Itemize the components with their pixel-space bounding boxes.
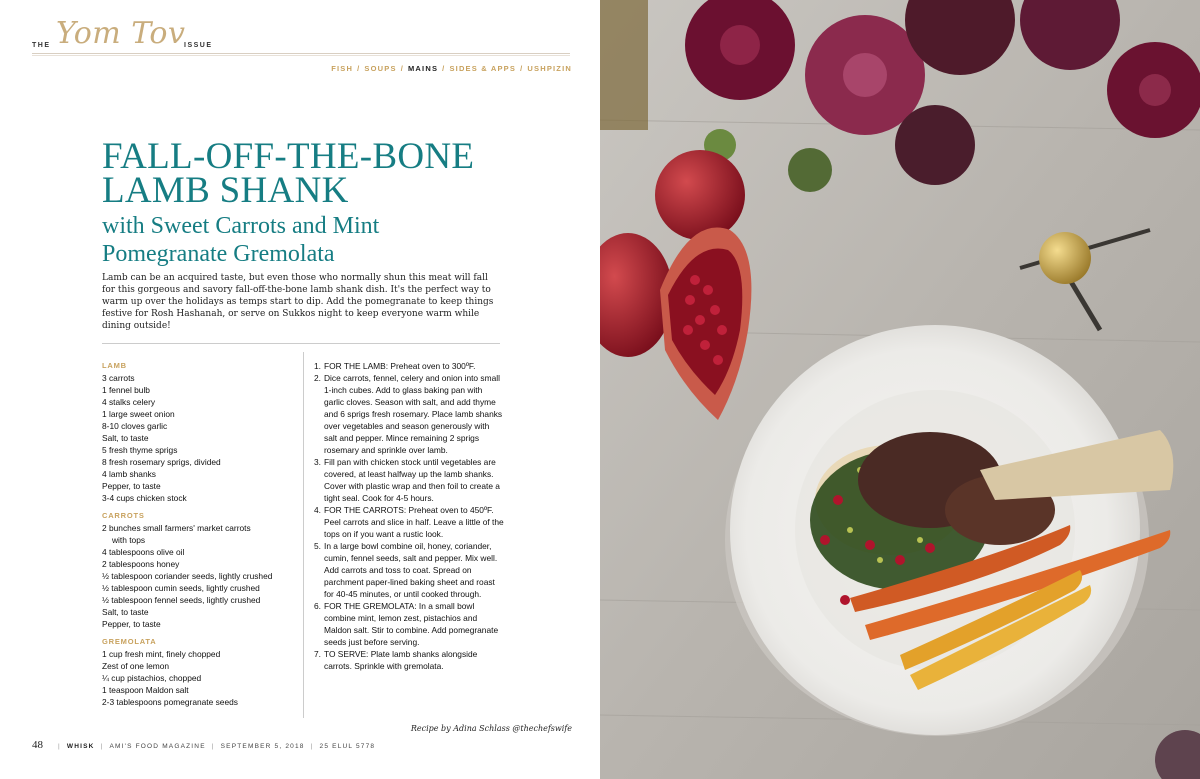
issue-the: THE [32,42,51,49]
ingredient-item: Zest of one lemon [102,661,170,671]
header-rule-secondary [32,55,570,56]
ingredient-item: 1 cup fresh mint, finely chopped [102,649,221,659]
ingredient-item: Pepper, to taste [102,619,161,629]
step-number: 2. [314,373,321,383]
ingredient-group-heading: GREMOLATA [102,637,157,646]
brass-holder [600,0,648,130]
step-number: 7. [314,649,321,659]
nav-item-soups[interactable]: SOUPS [364,64,397,73]
ingredient-item: with tops [112,535,146,545]
recipe-subtitle-line1: with Sweet Carrots and Mint [102,213,380,239]
step-number: 6. [314,601,321,611]
ingredient-item: 8 fresh rosemary sprigs, divided [102,457,221,467]
ingredient-item: 4 stalks celery [102,397,156,407]
ingredient-group [102,510,297,630]
ingredient-item: 3-4 cups chicken stock [102,493,187,503]
footer-item: WHISK [66,743,95,750]
recipe-title [102,136,475,211]
section-divider [102,343,500,344]
ingredient-item: Salt, to taste [102,433,149,443]
step-number: 5. [314,541,321,551]
ingredient-group [102,360,297,504]
recipe-subtitle-line2: Pomegranate Gremolata [102,241,335,267]
instruction-step [314,456,504,504]
ingredient-item: ½ tablespoon coriander seeds, lightly crushed [102,571,273,581]
nav-item-ushpizin[interactable]: USHPIZIN [527,64,572,73]
instruction-step [314,372,504,456]
issue-wordmark [32,14,572,54]
recipe-credit: Recipe by Adina Schlass @thechefswife [410,724,572,733]
pomegranate-whole [655,150,745,240]
ingredient-item: ½ tablespoon cumin seeds, lightly crushed [102,583,260,593]
ingredient-item: ½ tablespoon fennel seeds, lightly crushed [102,595,261,605]
instruction-step [314,504,504,540]
ingredients-column [102,360,297,714]
step-text: FOR THE GREMOLATA: In a small bowl combine mint, lemon zest, pistachios and Maldon salt. Stir to combine. Add pomegranate seeds just before serving. [324,601,499,647]
ingredient-item: 8-10 cloves garlic [102,421,168,431]
ingredient-item: 1 teaspoon Maldon salt [102,685,189,695]
ingredient-item: 2 tablespoons honey [102,559,180,569]
recipe-intro: Lamb can be an acquired taste, but even those who normally shun this meat will fall for this gorgeous and savory fall-off-the-bone lamb shank dish. It's the perfect way to warm up over the holidays as temps start to dip. Add the pomegranate to keep things festive for Rosh Hashanah, or serve on Sukkos night to keep everyone warm while dining outside! [102,273,494,331]
ingredient-item: 2-3 tablespoons pomegranate seeds [102,697,238,707]
step-text: In a large bowl combine oil, honey, coriander, cumin, fennel seeds, salt and pepper. Mix well. Add carrots and toss to coat. Spread on parchment paper-lined baking sheet and roast for 40-45 minutes, or until cooked through. [324,541,498,599]
ingredient-item: 4 tablespoons olive oil [102,547,185,557]
nav-separator: / [520,64,524,73]
page-footer [32,739,375,751]
ingredient-group [102,636,297,708]
nav-item-mains[interactable]: MAINS [407,64,439,73]
recipe-title-line1: FALL-OFF-THE-BONE [102,136,475,177]
ingredient-item: ¼ cup pistachios, chopped [102,673,202,683]
footer-separator: | [211,743,215,750]
ingredient-item: 2 bunches small farmers' market carrots [102,523,251,533]
footer-item: 25 ELUL 5778 [319,743,376,750]
footer-separator: | [310,743,314,750]
step-number: 4. [314,505,321,515]
ingredient-item: 1 large sweet onion [102,409,175,419]
step-number: 1. [314,361,321,371]
instruction-step [314,648,504,672]
footer-item: AMI'S FOOD MAGAZINE [109,743,206,750]
instruction-step [314,540,504,600]
column-divider [303,352,304,718]
step-text: Fill pan with chicken stock until vegetables are covered, at least halfway up the lamb shanks. Cover with plastic wrap and then foil to create a tight seal. Cook for 4-5 hours. [324,457,500,503]
instruction-step [314,600,504,648]
footer-separator: | [58,743,61,750]
nav-item-sides-apps[interactable]: SIDES & APPS [449,64,517,73]
page-number: 48 [32,739,43,751]
step-text: TO SERVE: Plate lamb shanks alongside carrots. Sprinkle with gremolata. [324,649,478,671]
nav-separator: / [357,64,361,73]
ingredient-item: 5 fresh thyme sprigs [102,445,178,455]
ingredient-item: Salt, to taste [102,607,149,617]
step-text: Dice carrots, fennel, celery and onion into small 1-inch cubes. Add to glass baking pan with garlic cloves. Season with salt, and add thyme and 6 sprigs fresh rosemary. Place lamb shanks over vegetables and season generously with salt and pepper. Mince remaining 2 sprigs rosemary and sprinkle over lamb. [324,373,503,455]
section-nav [331,64,572,73]
header-rule [32,53,570,54]
nav-separator: / [442,64,446,73]
footer-item: SEPTEMBER 5, 2018 [220,743,305,750]
recipe-subtitle [102,212,462,268]
footer-separator: | [100,743,104,750]
ingredient-item: 4 lamb shanks [102,469,156,479]
ingredient-item: 3 carrots [102,373,135,383]
ingredient-item: 1 fennel bulb [102,385,150,395]
ingredient-group-heading: LAMB [102,361,127,370]
step-text: FOR THE CARROTS: Preheat oven to 450ºF. Peel carrots and slice in half. Leave a little of the tops on if you want a rustic look. [324,505,504,539]
ingredient-item: Pepper, to taste [102,481,161,491]
step-text: FOR THE LAMB: Preheat oven to 300ºF. [324,361,476,371]
instructions-list [314,360,504,672]
food-photo [600,0,1200,779]
issue-script-title: Yom Tov [56,16,186,51]
instruction-step [314,360,504,372]
nav-separator: / [400,64,404,73]
food-photo-illustration [600,0,1200,779]
issue-suffix: ISSUE [184,42,213,49]
recipe-title-line2: LAMB SHANK [102,170,349,211]
ingredient-group-heading: CARROTS [102,511,145,520]
nav-item-fish[interactable]: FISH [331,64,354,73]
step-number: 3. [314,457,321,467]
